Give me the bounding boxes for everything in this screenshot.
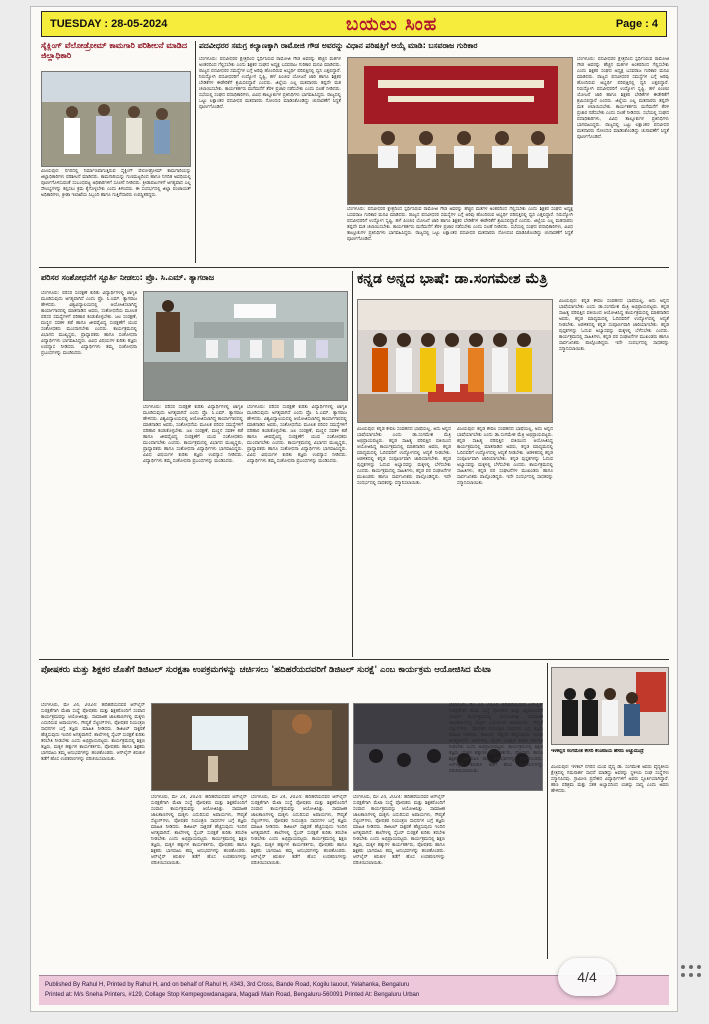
article-body: ಬೆಂಗಳೂರು, ಮೇ 24, 2024: ಹದಿಹರೆಯದವರ ಆನ್‌ಲೈನ್ ಸುರಕ್ಷತೆಗಾಗಿ ಮೆಟಾ ಸಂಸ್ಥೆ ಪೋಷಕರು ಮತ್ತು ಶಿಕ್ಷಕರೊಂದಿಗೆ ಸಂವಾದ ಕಾರ್ಯಕ್ರಮವನ್ನು ಆಯೋಜಿಸಿತ್ತು. ಸಾಮಾಜಿಕ ಜಾಲತಾಣಗಳಲ್ಲಿ ಮಕ್ಕಳು ಎದುರಿಸುವ ಅಪಾಯಗಳು, ಗೌಪ್ಯತೆ ಸೆಟ್ಟಿಂಗ್‌ಗಳು, ಪೋಷಕರ ನಿಯಂತ್ರಣ ಸಾಧನಗಳ ಬಗ್ಗೆ ತಜ್ಞರು ಮಾಹಿತಿ ನೀಡಿದರು. ಡಿಜಿಟಲ್ ಸಾಕ್ಷರತೆ ಹೆಚ್ಚಿಸುವುದು ಇಂದಿನ ಅಗತ್ಯವಾಗಿದೆ. ಶಾಲೆಗಳಲ್ಲಿ ಸೈಬರ್ ಸುರಕ್ಷತೆ ಕುರಿತು ತರಬೇತಿ ನೀಡಬೇಕು ಎಂದು ಅಭಿಪ್ರಾಯಪಟ್ಟರು. ಕಾರ್ಯಕ್ರಮದಲ್ಲಿ ಶಿಕ್ಷಣ ತಜ್ಞರು, ಮಕ್ಕಳ ಹಕ್ಕುಗಳ ಕಾರ್ಯಕರ್ತರು, ಪೋಷಕರು ಹಾಗೂ ಶಿಕ್ಷಕರು ಭಾಗವಹಿಸಿ ತಮ್ಮ ಅನುಭವಗಳನ್ನು ಹಂಚಿಕೊಂಡರು. ಆನ್‌ಲೈನ್ ಕಿರುಕುಳ ತಡೆಗೆ ಹೊಸ ಉಪಕರಣಗಳನ್ನು ಪರಿಚಯಿಸಲಾಯಿತು. — [41, 703, 145, 762]
article-body: ಬೆಂಗಳೂರು: ಪರಿಸರ ಸಂರಕ್ಷಣೆ ಕುರಿತು ವಿದ್ಯಾರ್ಥಿಗಳಲ್ಲಿ ಜಾಗೃತಿ ಮೂಡಿಸುವುದು ಅಗತ್ಯವಾಗಿದೆ ಎಂದು ಪ್ರೊ. ಸಿ.ಎಮ್. ತ್ಯಾಗರಾಜ ಹೇಳಿದರು. ವಿಶ್ವವಿದ್ಯಾಲಯದಲ್ಲಿ ಆಯೋಜಿಸಲಾಗಿದ್ದ ಕಾರ್ಯಾಗಾರದಲ್ಲಿ ಮಾತನಾಡಿದ ಅವರು, ಸಂಶೋಧನೆಯ ಮೂಲಕ ಪರಿಸರ ಸಮಸ್ಯೆಗಳಿಗೆ ಪರಿಹಾರ ಕಂಡುಕೊಳ್ಳಬೇಕು. ಜಲ ಸಂರಕ್ಷಣೆ, ಮಣ್ಣಿನ ಸವಕಳಿ ತಡೆ ಹಾಗೂ ಜೀವವೈವಿಧ್ಯ ಸಂರಕ್ಷಣೆಗೆ ಯುವ ಸಂಶೋಧಕರು ಮುಂದಾಗಬೇಕು ಎಂದರು. ಕಾರ್ಯಕ್ರಮದಲ್ಲಿ ವಿಭಾಗದ ಮುಖ್ಯಸ್ಥರು, ಪ್ರಾಧ್ಯಾಪಕರು ಹಾಗೂ ಸಂಶೋಧನಾ ವಿದ್ಯಾರ್ಥಿಗಳು ಭಾಗವಹಿಸಿದ್ದರು. ವಿವಿಧ ವಿಷಯಗಳ ಕುರಿತು ತಜ್ಞರು ಉಪನ್ಯಾಸ ನೀಡಿದರು. ವಿದ್ಯಾರ್ಥಿಗಳು ತಮ್ಮ ಸಂಶೋಧನಾ ಪ್ರಬಂಧಗಳನ್ನು ಮಂಡಿಸಿದರು. — [41, 291, 137, 356]
article-photo — [41, 71, 191, 167]
masthead — [41, 11, 667, 37]
press-meet-photo-icon — [348, 58, 573, 205]
article-photo — [551, 667, 669, 745]
article-headline: ಇಳಕಲ್ಲಿನ ಸಂಗಮೇಶ ಕೇಸರಿ ಕೆಂಚರಾಯ ಹೆಸರು ಅಚ್ಚುಮುದ್ರೆ — [551, 749, 644, 754]
article-body: ವಿಜಯಪುರ: ಇಳಕಲ್ ನಗರದ ಯುವ ವೈದ್ಯ ಡಾ. ಸಂಗಮೇಶ ಅವರು ವೈದ್ಯಕೀಯ ಕ್ಷೇತ್ರದಲ್ಲಿ ಗಮನಾರ್ಹ ಸಾಧನೆ ಮಾಡಿದ್ದು ಅವರನ್ನು ಸ್ಥಳೀಯ ಸಂಘ ಸಂಸ್ಥೆಗಳು ಸನ್ಮಾನಿಸಿದವು. ಗ್ರಾಮೀಣ ಪ್ರದೇಶದ ವಿದ್ಯಾರ್ಥಿಗಳಿಗೆ ಅವರು ಸ್ಫೂರ್ತಿಯಾಗಿದ್ದಾರೆ. ಕಠಿಣ ಪರಿಶ್ರಮ ಮತ್ತು ಸತತ ಅಭ್ಯಾಸದಿಂದ ಯಶಸ್ಸು ಸಾಧ್ಯ ಎಂದು ಅವರು ಹೇಳಿದರು. — [551, 765, 669, 794]
doctor-honour-photo-icon — [552, 668, 669, 745]
article-headline: ಕನ್ನಡ ಅನ್ನದ ಭಾಷೆ: ಡಾ.ಸಂಗಮೇಶ ಮೆತ್ರಿ — [357, 271, 548, 287]
page-indicator: 4/4 — [558, 958, 616, 996]
article-body: ವಿಜಯಪುರ: ನಗರದಲ್ಲಿ ನಿರ್ಮಾಣವಾಗುತ್ತಿರುವ ಸೈಕ್ಲಿಂಗ್ ವೆಲೋಡ್ರೋಮ್ ಕಾಮಗಾರಿಯನ್ನು ಜಿಲ್ಲಾಧಿಕಾರಿಗಳು ಪರಿಶೀಲನೆ ಮಾಡಿದರು. ಕಾಮಗಾರಿಯನ್ನು ಗುಣಮಟ್ಟದಿಂದ ಹಾಗೂ ನಿಗದಿತ ಅವಧಿಯಲ್ಲಿ ಪೂರ್ಣಗೊಳಿಸುವಂತೆ ಸಂಬಂಧಪಟ್ಟ ಅಧಿಕಾರಿಗಳಿಗೆ ಸೂಚನೆ ನೀಡಿದರು. ಕ್ರೀಡಾಪಟುಗಳಿಗೆ ಅಗತ್ಯವಾದ ಎಲ್ಲ ಸೌಲಭ್ಯಗಳನ್ನು ಕಲ್ಪಿಸಲು ಕ್ರಮ ಕೈಗೊಳ್ಳಬೇಕು ಎಂದು ತಿಳಿಸಿದರು. ಈ ಸಂದರ್ಭದಲ್ಲಿ ಜಿಲ್ಲಾ ಪಂಚಾಯತ್ ಅಧಿಕಾರಿಗಳು, ಕ್ರೀಡಾ ಇಲಾಖೆಯ ಸಿಬ್ಬಂದಿ ಹಾಗೂ ಗುತ್ತಿಗೆದಾರರು ಉಪಸ್ಥಿತರಿದ್ದರು. — [41, 169, 191, 198]
imprint-printer: Printed at: M/s Sneha Printers, #129, Collage Stop Kempegowdanagara, Magadi Main Road, Bengaluru-560091 Printed At: Bengaluru Urban — [45, 992, 420, 998]
article-photo — [347, 57, 573, 205]
article-headline: ಸೈಕ್ಲಿಂಗ್ ವೆಲೋಡ್ರೋಮ್ ಕಾಮಗಾರಿ ಪರಿಶೀಲನೆ ಮಾಡಿದ ಜಿಲ್ಲಾಧಿಕಾರಿ — [41, 41, 187, 60]
article-body: ಬೆಂಗಳೂರು: ಪದವೀಧರರ ಕ್ಷೇತ್ರದಿಂದ ಸ್ಪರ್ಧಿಸಿರುವ ರಾಮೋಜಿ ಗೌಡ ಅವರನ್ನು ಹೆಚ್ಚಿನ ಮತಗಳ ಅಂತರದಿಂದ ಗೆಲ್ಲಿಸಬೇಕು ಎಂದು ಶಿಕ್ಷಕರ ಸಂಘದ ಅಧ್ಯಕ್ಷ ಬಸವರಾಜ ಗುರಿಕಾರ ಮನವಿ ಮಾಡಿದರು. ರಾಜ್ಯದ ಪದವೀಧರರ ಸಮಸ್ಯೆಗಳ ಬಗ್ಗೆ ಅರಿವು ಹೊಂದಿರುವ ಅಭ್ಯರ್ಥಿ ಪರಿಷತ್ತಿನಲ್ಲಿ ಧ್ವನಿ ಎತ್ತಲಿದ್ದಾರೆ. ನಿರುದ್ಯೋಗಿ ಪದವೀಧರರಿಗೆ ಉದ್ಯೋಗ ಸೃಷ್ಟಿ, ಹಳೆ ಪಿಂಚಣಿ ಯೋಜನೆ ಜಾರಿ ಹಾಗೂ ಶಿಕ್ಷಕರ ಬೇಡಿಕೆಗಳ ಈಡೇರಿಕೆಗೆ ಶ್ರಮಿಸಲಿದ್ದಾರೆ ಎಂದರು. ಜಿಲ್ಲೆಯ ಎಲ್ಲ ಮತದಾರರು ತಪ್ಪದೇ ಮತ ಚಲಾಯಿಸಬೇಕು. ಕಾರ್ಯಕರ್ತರು ಮನೆಮನೆಗೆ ತೆರಳಿ ಪ್ರಚಾರ ನಡೆಸಬೇಕು ಎಂದು ಸಲಹೆ ನೀಡಿದರು. ಸಭೆಯಲ್ಲಿ ಸಂಘದ ಪದಾಧಿಕಾರಿಗಳು, ವಿವಿಧ ತಾಲ್ಲೂಕುಗಳ ಪ್ರತಿನಿಧಿಗಳು ಭಾಗವಹಿಸಿದ್ದರು. ರಾಜ್ಯದಲ್ಲಿ ಒಟ್ಟು ಲಕ್ಷಾಂತರ ಪದವೀಧರ ಮತದಾರರು ನೋಂದಣಿ ಮಾಡಿಸಿಕೊಂಡಿದ್ದು ಚುನಾವಣೆಗೆ ಸಿದ್ಧತೆ ಪೂರ್ಣಗೊಂಡಿದೆ. — [577, 57, 669, 140]
article-photo — [357, 299, 553, 423]
article-body: ಬೆಂಗಳೂರು: ಪದವೀಧರರ ಕ್ಷೇತ್ರದಿಂದ ಸ್ಪರ್ಧಿಸಿರುವ ರಾಮೋಜಿ ಗೌಡ ಅವರನ್ನು ಹೆಚ್ಚಿನ ಮತಗಳ ಅಂತರದಿಂದ ಗೆಲ್ಲಿಸಬೇಕು ಎಂದು ಶಿಕ್ಷಕರ ಸಂಘದ ಅಧ್ಯಕ್ಷ ಬಸವರಾಜ ಗುರಿಕಾರ ಮನವಿ ಮಾಡಿದರು. ರಾಜ್ಯದ ಪದವೀಧರರ ಸಮಸ್ಯೆಗಳ ಬಗ್ಗೆ ಅರಿವು ಹೊಂದಿರುವ ಅಭ್ಯರ್ಥಿ ಪರಿಷತ್ತಿನಲ್ಲಿ ಧ್ವನಿ ಎತ್ತಲಿದ್ದಾರೆ. ನಿರುದ್ಯೋಗಿ ಪದವೀಧರರಿಗೆ ಉದ್ಯೋಗ ಸೃಷ್ಟಿ, ಹಳೆ ಪಿಂಚಣಿ ಯೋಜನೆ ಜಾರಿ ಹಾಗೂ ಶಿಕ್ಷಕರ ಬೇಡಿಕೆಗಳ ಈಡೇರಿಕೆಗೆ ಶ್ರಮಿಸಲಿದ್ದಾರೆ ಎಂದರು. ಜಿಲ್ಲೆಯ ಎಲ್ಲ ಮತದಾರರು ತಪ್ಪದೇ ಮತ ಚಲಾಯಿಸಬೇಕು. ಕಾರ್ಯಕರ್ತರು ಮನೆಮನೆಗೆ ತೆರಳಿ ಪ್ರಚಾರ ನಡೆಸಬೇಕು ಎಂದು ಸಲಹೆ ನೀಡಿದರು. ಸಭೆಯಲ್ಲಿ ಸಂಘದ ಪದಾಧಿಕಾರಿಗಳು, ವಿವಿಧ ತಾಲ್ಲೂಕುಗಳ ಪ್ರತಿನಿಧಿಗಳು ಭಾಗವಹಿಸಿದ್ದರು. ರಾಜ್ಯದಲ್ಲಿ ಒಟ್ಟು ಲಕ್ಷಾಂತರ ಪದವೀಧರ ಮತದಾರರು ನೋಂದಣಿ ಮಾಡಿಸಿಕೊಂಡಿದ್ದು ಚುನಾವಣೆಗೆ ಸಿದ್ಧತೆ ಪೂರ್ಣಗೊಂಡಿದೆ. — [199, 57, 341, 110]
newspaper-title: ಬಯಲು ಸಿಂಹ — [346, 13, 438, 35]
article-headline: ಪದವೀಧರರ ಸಮಗ್ರ ಕಲ್ಯಾಣಕ್ಕಾಗಿ ರಾಮೋಜಿ ಗೌಡ ಅವರನ್ನು ವಿಧಾನ ಪರಿಷತ್ತಿಗೆ ಆಯ್ಕೆ ಮಾಡಿ: ಬಸವರಾಜ ಗುರಿಕಾರ — [199, 41, 478, 50]
article-body: ವಿಜಯಪುರ: ಕನ್ನಡ ಕೇವಲ ಸಂವಹನದ ಭಾಷೆಯಲ್ಲ, ಅದು ಅನ್ನದ ಭಾಷೆಯಾಗಬೇಕು ಎಂದು ಡಾ.ಸಂಗಮೇಶ ಮೆತ್ರಿ ಅಭಿಪ್ರಾಯಪಟ್ಟರು. ಕನ್ನಡ ಸಾಹಿತ್ಯ ಪರಿಷತ್ತಿನ ವತಿಯಿಂದ ಆಯೋಜಿಸಿದ್ದ ಕಾರ್ಯಕ್ರಮದಲ್ಲಿ ಮಾತನಾಡಿದ ಅವರು, ಕನ್ನಡ ಮಾಧ್ಯಮದಲ್ಲಿ ಓದಿದವರಿಗೆ ಉದ್ಯೋಗದಲ್ಲಿ ಆದ್ಯತೆ ನೀಡಬೇಕು. ಆಡಳಿತದಲ್ಲಿ ಕನ್ನಡ ಸಂಪೂರ್ಣವಾಗಿ ಜಾರಿಯಾಗಬೇಕು. ಕನ್ನಡ ಪುಸ್ತಕಗಳನ್ನು ಓದುವ ಅಭ್ಯಾಸವನ್ನು ಮಕ್ಕಳಲ್ಲಿ ಬೆಳೆಸಬೇಕು ಎಂದರು. ಕಾರ್ಯಕ್ರಮದಲ್ಲಿ ಸಾಹಿತಿಗಳು, ಕನ್ನಡ ಪರ ಸಂಘಟನೆಗಳ ಮುಖಂಡರು ಹಾಗೂ ಸಾರ್ವಜನಿಕರು ಪಾಲ್ಗೊಂಡಿದ್ದರು. ಇದೇ ಸಂದರ್ಭದಲ್ಲಿ ಸಾಧಕರನ್ನು ಸನ್ಮಾನಿಸಲಾಯಿತು. — [559, 299, 669, 352]
article-headline: ಪೋಷಕರು ಮತ್ತು ಶಿಕ್ಷಕರ ಜೊತೆಗೆ ಡಿಜಿಟಲ್ ಸುರಕ್ಷತಾ ಉಪಕ್ರಮಗಳನ್ನು ಚರ್ಚಿಸಲು 'ಹದಿಹರೆಯದವರಿಗೆ ಡಿಜಿಟಲ್ ಸುರಕ್ಷೆ' ಎಂಬ ಕಾರ್ಯಕ್ರಮ ಆಯೋಜಿಸಿದ ಮೆಟಾ — [41, 665, 491, 675]
article-photo — [143, 291, 348, 401]
event-photo-icon — [152, 704, 349, 791]
article-body: ಬೆಂಗಳೂರು: ಪರಿಸರ ಸಂರಕ್ಷಣೆ ಕುರಿತು ವಿದ್ಯಾರ್ಥಿಗಳಲ್ಲಿ ಜಾಗೃತಿ ಮೂಡಿಸುವುದು ಅಗತ್ಯವಾಗಿದೆ ಎಂದು ಪ್ರೊ. ಸಿ.ಎಮ್. ತ್ಯಾಗರಾಜ ಹೇಳಿದರು. ವಿಶ್ವವಿದ್ಯಾಲಯದಲ್ಲಿ ಆಯೋಜಿಸಲಾಗಿದ್ದ ಕಾರ್ಯಾಗಾರದಲ್ಲಿ ಮಾತನಾಡಿದ ಅವರು, ಸಂಶೋಧನೆಯ ಮೂಲಕ ಪರಿಸರ ಸಮಸ್ಯೆಗಳಿಗೆ ಪರಿಹಾರ ಕಂಡುಕೊಳ್ಳಬೇಕು. ಜಲ ಸಂರಕ್ಷಣೆ, ಮಣ್ಣಿನ ಸವಕಳಿ ತಡೆ ಹಾಗೂ ಜೀವವೈವಿಧ್ಯ ಸಂರಕ್ಷಣೆಗೆ ಯುವ ಸಂಶೋಧಕರು ಮುಂದಾಗಬೇಕು ಎಂದರು. ಕಾರ್ಯಕ್ರಮದಲ್ಲಿ ವಿಭಾಗದ ಮುಖ್ಯಸ್ಥರು, ಪ್ರಾಧ್ಯಾಪಕರು ಹಾಗೂ ಸಂಶೋಧನಾ ವಿದ್ಯಾರ್ಥಿಗಳು ಭಾಗವಹಿಸಿದ್ದರು. ವಿವಿಧ ವಿಷಯಗಳ ಕುರಿತು ತಜ್ಞರು ಉಪನ್ಯಾಸ ನೀಡಿದರು. ವಿದ್ಯಾರ್ಥಿಗಳು ತಮ್ಮ ಸಂಶೋಧನಾ ಪ್ರಬಂಧಗಳನ್ನು ಮಂಡಿಸಿದರು. — [247, 405, 347, 464]
article-body: ಬೆಂಗಳೂರು, ಮೇ 24, 2024: ಹದಿಹರೆಯದವರ ಆನ್‌ಲೈನ್ ಸುರಕ್ಷತೆಗಾಗಿ ಮೆಟಾ ಸಂಸ್ಥೆ ಪೋಷಕರು ಮತ್ತು ಶಿಕ್ಷಕರೊಂದಿಗೆ ಸಂವಾದ ಕಾರ್ಯಕ್ರಮವನ್ನು ಆಯೋಜಿಸಿತ್ತು. ಸಾಮಾಜಿಕ ಜಾಲತಾಣಗಳಲ್ಲಿ ಮಕ್ಕಳು ಎದುರಿಸುವ ಅಪಾಯಗಳು, ಗೌಪ್ಯತೆ ಸೆಟ್ಟಿಂಗ್‌ಗಳು, ಪೋಷಕರ ನಿಯಂತ್ರಣ ಸಾಧನಗಳ ಬಗ್ಗೆ ತಜ್ಞರು ಮಾಹಿತಿ ನೀಡಿದರು. ಡಿಜಿಟಲ್ ಸಾಕ್ಷರತೆ ಹೆಚ್ಚಿಸುವುದು ಇಂದಿನ ಅಗತ್ಯವಾಗಿದೆ. ಶಾಲೆಗಳಲ್ಲಿ ಸೈಬರ್ ಸುರಕ್ಷತೆ ಕುರಿತು ತರಬೇತಿ ನೀಡಬೇಕು ಎಂದು ಅಭಿಪ್ರಾಯಪಟ್ಟರು. ಕಾರ್ಯಕ್ರಮದಲ್ಲಿ ಶಿಕ್ಷಣ ತಜ್ಞರು, ಮಕ್ಕಳ ಹಕ್ಕುಗಳ ಕಾರ್ಯಕರ್ತರು, ಪೋಷಕರು ಹಾಗೂ ಶಿಕ್ಷಕರು ಭಾಗವಹಿಸಿ ತಮ್ಮ ಅನುಭವಗಳನ್ನು ಹಂಚಿಕೊಂಡರು. ಆನ್‌ಲೈನ್ ಕಿರುಕುಳ ತಡೆಗೆ ಹೊಸ ಉಪಕರಣಗಳನ್ನು ಪರಿಚಯಿಸಲಾಯಿತು. — [251, 795, 347, 866]
grid-view-icon[interactable] — [678, 958, 704, 984]
imprint-publisher: Published By Rahul H, Printed by Rahul H, and on behalf of Rahul H, #343, 3rd Cross, Bande Road, Kogilu lauout, Yelahanka, Bengaluru — [45, 982, 410, 988]
inspection-photo-icon — [42, 72, 191, 167]
article-body: ವಿಜಯಪುರ: ಕನ್ನಡ ಕೇವಲ ಸಂವಹನದ ಭಾಷೆಯಲ್ಲ, ಅದು ಅನ್ನದ ಭಾಷೆಯಾಗಬೇಕು ಎಂದು ಡಾ.ಸಂಗಮೇಶ ಮೆತ್ರಿ ಅಭಿಪ್ರಾಯಪಟ್ಟರು. ಕನ್ನಡ ಸಾಹಿತ್ಯ ಪರಿಷತ್ತಿನ ವತಿಯಿಂದ ಆಯೋಜಿಸಿದ್ದ ಕಾರ್ಯಕ್ರಮದಲ್ಲಿ ಮಾತನಾಡಿದ ಅವರು, ಕನ್ನಡ ಮಾಧ್ಯಮದಲ್ಲಿ ಓದಿದವರಿಗೆ ಉದ್ಯೋಗದಲ್ಲಿ ಆದ್ಯತೆ ನೀಡಬೇಕು. ಆಡಳಿತದಲ್ಲಿ ಕನ್ನಡ ಸಂಪೂರ್ಣವಾಗಿ ಜಾರಿಯಾಗಬೇಕು. ಕನ್ನಡ ಪುಸ್ತಕಗಳನ್ನು ಓದುವ ಅಭ್ಯಾಸವನ್ನು ಮಕ್ಕಳಲ್ಲಿ ಬೆಳೆಸಬೇಕು ಎಂದರು. ಕಾರ್ಯಕ್ರಮದಲ್ಲಿ ಸಾಹಿತಿಗಳು, ಕನ್ನಡ ಪರ ಸಂಘಟನೆಗಳ ಮುಖಂಡರು ಹಾಗೂ ಸಾರ್ವಜನಿಕರು ಪಾಲ್ಗೊಂಡಿದ್ದರು. ಇದೇ ಸಂದರ್ಭದಲ್ಲಿ ಸಾಧಕರನ್ನು ಸನ್ಮಾನಿಸಲಾಯಿತು. — [357, 427, 451, 486]
workshop-photo-icon — [144, 292, 348, 401]
article-body: ಬೆಂಗಳೂರು, ಮೇ 24, 2024: ಹದಿಹರೆಯದವರ ಆನ್‌ಲೈನ್ ಸುರಕ್ಷತೆಗಾಗಿ ಮೆಟಾ ಸಂಸ್ಥೆ ಪೋಷಕರು ಮತ್ತು ಶಿಕ್ಷಕರೊಂದಿಗೆ ಸಂವಾದ ಕಾರ್ಯಕ್ರಮವನ್ನು ಆಯೋಜಿಸಿತ್ತು. ಸಾಮಾಜಿಕ ಜಾಲತಾಣಗಳಲ್ಲಿ ಮಕ್ಕಳು ಎದುರಿಸುವ ಅಪಾಯಗಳು, ಗೌಪ್ಯತೆ ಸೆಟ್ಟಿಂಗ್‌ಗಳು, ಪೋಷಕರ ನಿಯಂತ್ರಣ ಸಾಧನಗಳ ಬಗ್ಗೆ ತಜ್ಞರು ಮಾಹಿತಿ ನೀಡಿದರು. ಡಿಜಿಟಲ್ ಸಾಕ್ಷರತೆ ಹೆಚ್ಚಿಸುವುದು ಇಂದಿನ ಅಗತ್ಯವಾಗಿದೆ. ಶಾಲೆಗಳಲ್ಲಿ ಸೈಬರ್ ಸುರಕ್ಷತೆ ಕುರಿತು ತರಬೇತಿ ನೀಡಬೇಕು ಎಂದು ಅಭಿಪ್ರಾಯಪಟ್ಟರು. ಕಾರ್ಯಕ್ರಮದಲ್ಲಿ ಶಿಕ್ಷಣ ತಜ್ಞರು, ಮಕ್ಕಳ ಹಕ್ಕುಗಳ ಕಾರ್ಯಕರ್ತರು, ಪೋಷಕರು ಹಾಗೂ ಶಿಕ್ಷಕರು ಭಾಗವಹಿಸಿ ತಮ್ಮ ಅನುಭವಗಳನ್ನು ಹಂಚಿಕೊಂಡರು. ಆನ್‌ಲೈನ್ ಕಿರುಕುಳ ತಡೆಗೆ ಹೊಸ ಉಪಕರಣಗಳನ್ನು ಪರಿಚಯಿಸಲಾಯಿತು. — [353, 795, 445, 866]
article-body: ಬೆಂಗಳೂರು: ಪರಿಸರ ಸಂರಕ್ಷಣೆ ಕುರಿತು ವಿದ್ಯಾರ್ಥಿಗಳಲ್ಲಿ ಜಾಗೃತಿ ಮೂಡಿಸುವುದು ಅಗತ್ಯವಾಗಿದೆ ಎಂದು ಪ್ರೊ. ಸಿ.ಎಮ್. ತ್ಯಾಗರಾಜ ಹೇಳಿದರು. ವಿಶ್ವವಿದ್ಯಾಲಯದಲ್ಲಿ ಆಯೋಜಿಸಲಾಗಿದ್ದ ಕಾರ್ಯಾಗಾರದಲ್ಲಿ ಮಾತನಾಡಿದ ಅವರು, ಸಂಶೋಧನೆಯ ಮೂಲಕ ಪರಿಸರ ಸಮಸ್ಯೆಗಳಿಗೆ ಪರಿಹಾರ ಕಂಡುಕೊಳ್ಳಬೇಕು. ಜಲ ಸಂರಕ್ಷಣೆ, ಮಣ್ಣಿನ ಸವಕಳಿ ತಡೆ ಹಾಗೂ ಜೀವವೈವಿಧ್ಯ ಸಂರಕ್ಷಣೆಗೆ ಯುವ ಸಂಶೋಧಕರು ಮುಂದಾಗಬೇಕು ಎಂದರು. ಕಾರ್ಯಕ್ರಮದಲ್ಲಿ ವಿಭಾಗದ ಮುಖ್ಯಸ್ಥರು, ಪ್ರಾಧ್ಯಾಪಕರು ಹಾಗೂ ಸಂಶೋಧನಾ ವಿದ್ಯಾರ್ಥಿಗಳು ಭಾಗವಹಿಸಿದ್ದರು. ವಿವಿಧ ವಿಷಯಗಳ ಕುರಿತು ತಜ್ಞರು ಉಪನ್ಯಾಸ ನೀಡಿದರು. ವಿದ್ಯಾರ್ಥಿಗಳು ತಮ್ಮ ಸಂಶೋಧನಾ ಪ್ರಬಂಧಗಳನ್ನು ಮಂಡಿಸಿದರು. — [143, 405, 243, 464]
article-body: ವಿಜಯಪುರ: ಕನ್ನಡ ಕೇವಲ ಸಂವಹನದ ಭಾಷೆಯಲ್ಲ, ಅದು ಅನ್ನದ ಭಾಷೆಯಾಗಬೇಕು ಎಂದು ಡಾ.ಸಂಗಮೇಶ ಮೆತ್ರಿ ಅಭಿಪ್ರಾಯಪಟ್ಟರು. ಕನ್ನಡ ಸಾಹಿತ್ಯ ಪರಿಷತ್ತಿನ ವತಿಯಿಂದ ಆಯೋಜಿಸಿದ್ದ ಕಾರ್ಯಕ್ರಮದಲ್ಲಿ ಮಾತನಾಡಿದ ಅವರು, ಕನ್ನಡ ಮಾಧ್ಯಮದಲ್ಲಿ ಓದಿದವರಿಗೆ ಉದ್ಯೋಗದಲ್ಲಿ ಆದ್ಯತೆ ನೀಡಬೇಕು. ಆಡಳಿತದಲ್ಲಿ ಕನ್ನಡ ಸಂಪೂರ್ಣವಾಗಿ ಜಾರಿಯಾಗಬೇಕು. ಕನ್ನಡ ಪುಸ್ತಕಗಳನ್ನು ಓದುವ ಅಭ್ಯಾಸವನ್ನು ಮಕ್ಕಳಲ್ಲಿ ಬೆಳೆಸಬೇಕು ಎಂದರು. ಕಾರ್ಯಕ್ರಮದಲ್ಲಿ ಸಾಹಿತಿಗಳು, ಕನ್ನಡ ಪರ ಸಂಘಟನೆಗಳ ಮುಖಂಡರು ಹಾಗೂ ಸಾರ್ವಜನಿಕರು ಪಾಲ್ಗೊಂಡಿದ್ದರು. ಇದೇ ಸಂದರ್ಭದಲ್ಲಿ ಸಾಧಕರನ್ನು ಸನ್ಮಾನಿಸಲಾಯಿತು. — [457, 427, 553, 486]
article-headline: ಪರಿಸರ ಸಂಶೋಧನೆಗೆ ಸ್ಪೂರ್ತಿ ನೀಡಲು: ಪ್ರೊ. ಸಿ.ಎಮ್. ತ್ಯಾಗರಾಜ — [41, 273, 215, 282]
newspaper-page — [30, 6, 678, 1012]
article-body: ಬೆಂಗಳೂರು: ಪದವೀಧರರ ಕ್ಷೇತ್ರದಿಂದ ಸ್ಪರ್ಧಿಸಿರುವ ರಾಮೋಜಿ ಗೌಡ ಅವರನ್ನು ಹೆಚ್ಚಿನ ಮತಗಳ ಅಂತರದಿಂದ ಗೆಲ್ಲಿಸಬೇಕು ಎಂದು ಶಿಕ್ಷಕರ ಸಂಘದ ಅಧ್ಯಕ್ಷ ಬಸವರಾಜ ಗುರಿಕಾರ ಮನವಿ ಮಾಡಿದರು. ರಾಜ್ಯದ ಪದವೀಧರರ ಸಮಸ್ಯೆಗಳ ಬಗ್ಗೆ ಅರಿವು ಹೊಂದಿರುವ ಅಭ್ಯರ್ಥಿ ಪರಿಷತ್ತಿನಲ್ಲಿ ಧ್ವನಿ ಎತ್ತಲಿದ್ದಾರೆ. ನಿರುದ್ಯೋಗಿ ಪದವೀಧರರಿಗೆ ಉದ್ಯೋಗ ಸೃಷ್ಟಿ, ಹಳೆ ಪಿಂಚಣಿ ಯೋಜನೆ ಜಾರಿ ಹಾಗೂ ಶಿಕ್ಷಕರ ಬೇಡಿಕೆಗಳ ಈಡೇರಿಕೆಗೆ ಶ್ರಮಿಸಲಿದ್ದಾರೆ ಎಂದರು. ಜಿಲ್ಲೆಯ ಎಲ್ಲ ಮತದಾರರು ತಪ್ಪದೇ ಮತ ಚಲಾಯಿಸಬೇಕು. ಕಾರ್ಯಕರ್ತರು ಮನೆಮನೆಗೆ ತೆರಳಿ ಪ್ರಚಾರ ನಡೆಸಬೇಕು ಎಂದು ಸಲಹೆ ನೀಡಿದರು. ಸಭೆಯಲ್ಲಿ ಸಂಘದ ಪದಾಧಿಕಾರಿಗಳು, ವಿವಿಧ ತಾಲ್ಲೂಕುಗಳ ಪ್ರತಿನಿಧಿಗಳು ಭಾಗವಹಿಸಿದ್ದರು. ರಾಜ್ಯದಲ್ಲಿ ಒಟ್ಟು ಲಕ್ಷಾಂತರ ಪದವೀಧರ ಮತದಾರರು ನೋಂದಣಿ ಮಾಡಿಸಿಕೊಂಡಿದ್ದು ಚುನಾವಣೆಗೆ ಸಿದ್ಧತೆ ಪೂರ್ಣಗೊಂಡಿದೆ. — [347, 207, 573, 242]
article-body: ಬೆಂಗಳೂರು, ಮೇ 24, 2024: ಹದಿಹರೆಯದವರ ಆನ್‌ಲೈನ್ ಸುರಕ್ಷತೆಗಾಗಿ ಮೆಟಾ ಸಂಸ್ಥೆ ಪೋಷಕರು ಮತ್ತು ಶಿಕ್ಷಕರೊಂದಿಗೆ ಸಂವಾದ ಕಾರ್ಯಕ್ರಮವನ್ನು ಆಯೋಜಿಸಿತ್ತು. ಸಾಮಾಜಿಕ ಜಾಲತಾಣಗಳಲ್ಲಿ ಮಕ್ಕಳು ಎದುರಿಸುವ ಅಪಾಯಗಳು, ಗೌಪ್ಯತೆ ಸೆಟ್ಟಿಂಗ್‌ಗಳು, ಪೋಷಕರ ನಿಯಂತ್ರಣ ಸಾಧನಗಳ ಬಗ್ಗೆ ತಜ್ಞರು ಮಾಹಿತಿ ನೀಡಿದರು. ಡಿಜಿಟಲ್ ಸಾಕ್ಷರತೆ ಹೆಚ್ಚಿಸುವುದು ಇಂದಿನ ಅಗತ್ಯವಾಗಿದೆ. ಶಾಲೆಗಳಲ್ಲಿ ಸೈಬರ್ ಸುರಕ್ಷತೆ ಕುರಿತು ತರಬೇತಿ ನೀಡಬೇಕು ಎಂದು ಅಭಿಪ್ರಾಯಪಟ್ಟರು. ಕಾರ್ಯಕ್ರಮದಲ್ಲಿ ಶಿಕ್ಷಣ ತಜ್ಞರು, ಮಕ್ಕಳ ಹಕ್ಕುಗಳ ಕಾರ್ಯಕರ್ತರು, ಪೋಷಕರು ಹಾಗೂ ಶಿಕ್ಷಕರು ಭಾಗವಹಿಸಿ ತಮ್ಮ ಅನುಭವಗಳನ್ನು ಹಂಚಿಕೊಂಡರು. ಆನ್‌ಲೈನ್ ಕಿರುಕುಳ ತಡೆಗೆ ಹೊಸ ಉಪಕರಣಗಳನ್ನು ಪರಿಚಯಿಸಲಾಯಿತು. — [449, 703, 543, 774]
felicitation-photo-icon — [358, 300, 553, 423]
article-body: ಬೆಂಗಳೂರು, ಮೇ 24, 2024: ಹದಿಹರೆಯದವರ ಆನ್‌ಲೈನ್ ಸುರಕ್ಷತೆಗಾಗಿ ಮೆಟಾ ಸಂಸ್ಥೆ ಪೋಷಕರು ಮತ್ತು ಶಿಕ್ಷಕರೊಂದಿಗೆ ಸಂವಾದ ಕಾರ್ಯಕ್ರಮವನ್ನು ಆಯೋಜಿಸಿತ್ತು. ಸಾಮಾಜಿಕ ಜಾಲತಾಣಗಳಲ್ಲಿ ಮಕ್ಕಳು ಎದುರಿಸುವ ಅಪಾಯಗಳು, ಗೌಪ್ಯತೆ ಸೆಟ್ಟಿಂಗ್‌ಗಳು, ಪೋಷಕರ ನಿಯಂತ್ರಣ ಸಾಧನಗಳ ಬಗ್ಗೆ ತಜ್ಞರು ಮಾಹಿತಿ ನೀಡಿದರು. ಡಿಜಿಟಲ್ ಸಾಕ್ಷರತೆ ಹೆಚ್ಚಿಸುವುದು ಇಂದಿನ ಅಗತ್ಯವಾಗಿದೆ. ಶಾಲೆಗಳಲ್ಲಿ ಸೈಬರ್ ಸುರಕ್ಷತೆ ಕುರಿತು ತರಬೇತಿ ನೀಡಬೇಕು ಎಂದು ಅಭಿಪ್ರಾಯಪಟ್ಟರು. ಕಾರ್ಯಕ್ರಮದಲ್ಲಿ ಶಿಕ್ಷಣ ತಜ್ಞರು, ಮಕ್ಕಳ ಹಕ್ಕುಗಳ ಕಾರ್ಯಕರ್ತರು, ಪೋಷಕರು ಹಾಗೂ ಶಿಕ್ಷಕರು ಭಾಗವಹಿಸಿ ತಮ್ಮ ಅನುಭವಗಳನ್ನು ಹಂಚಿಕೊಂಡರು. ಆನ್‌ಲೈನ್ ಕಿರುಕುಳ ತಡೆಗೆ ಹೊಸ ಉಪಕರಣಗಳನ್ನು ಪರಿಚಯಿಸಲಾಯಿತು. — [151, 795, 247, 866]
page-number: Page : 4 — [615, 18, 658, 30]
article-photo — [151, 703, 349, 791]
issue-date: TUESDAY : 28-05-2024 — [50, 18, 168, 30]
